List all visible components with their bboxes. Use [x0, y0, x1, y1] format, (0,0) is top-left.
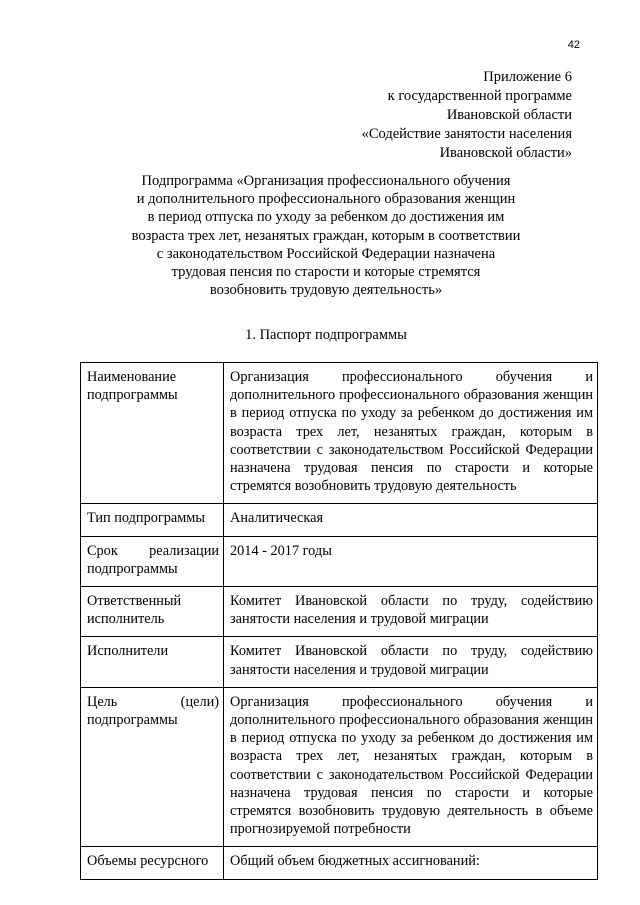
table-row — [81, 587, 598, 637]
table-row — [81, 504, 598, 536]
row-value: Комитет Ивановской области по труду, содействию занятости населения и трудовой миграции — [224, 637, 598, 687]
row-value: Организация профессионального обучения и дополнительного профессионального образования женщин в период отпуска по уходу за ребенком до достижения им возраста трех лет, незанятых граждан, которым в соответствии с законодательством Российской Федерации назначена трудовая пенсия по старости и которые стремятся возобновить трудовую деятельность — [224, 363, 598, 504]
row-label: Тип подпрограммы — [81, 504, 224, 536]
row-value: Комитет Ивановской области по труду, содействию занятости населения и трудовой миграции — [224, 587, 598, 637]
row-label: Срок реализации подпрограммы — [81, 536, 224, 586]
row-label: Объемы ресурсного — [81, 847, 224, 879]
row-label: Наименование подпрограммы — [81, 363, 224, 504]
row-value: 2014 - 2017 годы — [224, 536, 598, 586]
appendix-header — [252, 68, 572, 163]
row-value: Организация профессионального обучения и дополнительного профессионального образования женщин в период отпуска по уходу за ребенком до достижения им возраста трех лет, незанятых граждан, которым в соответствии с законодательством Российской Федерации назначена трудовая пенсия по старости и которые стремятся возобновить трудовую деятельность в объеме прогнозируемой потребности — [224, 687, 598, 847]
title-line: возраста трех лет, незанятых граждан, которым в соответствии — [131, 227, 521, 244]
row-label: Ответственный исполнитель — [81, 587, 224, 637]
appendix-line: к государственной программе — [387, 88, 572, 104]
appendix-line: «Содействие занятости населения — [361, 126, 572, 142]
title-line: трудовая пенсия по старости и которые стремятся — [171, 264, 481, 281]
title-line: возобновить трудовую деятельность» — [209, 282, 443, 299]
title-line: Подпрограмма «Организация профессионального обучения — [141, 173, 511, 189]
passport-table — [80, 362, 598, 880]
table-row — [81, 363, 598, 504]
appendix-line: Ивановской области» — [439, 145, 572, 161]
appendix-line: Приложение 6 — [483, 69, 572, 85]
table-row — [81, 847, 598, 879]
row-label: Исполнители — [81, 637, 224, 687]
appendix-line: Ивановской области — [446, 107, 572, 123]
table-row — [81, 637, 598, 687]
row-value: Аналитическая — [224, 504, 598, 536]
title-line: с законодательством Российской Федерации назначена — [156, 245, 496, 262]
title-line: и дополнительного профессионального образования женщин — [136, 191, 516, 208]
title-line: в период отпуска по уходу за ребенком до достижения им — [147, 209, 505, 226]
subprogram-title — [70, 172, 582, 299]
row-label: Цель (цели) подпрограммы — [81, 687, 224, 847]
page-number: 42 — [567, 39, 580, 51]
section-heading: 1. Паспорт подпрограммы — [245, 327, 407, 343]
table-row — [81, 536, 598, 586]
row-value: Общий объем бюджетных ассигнований: — [224, 847, 598, 879]
table-row — [81, 687, 598, 847]
